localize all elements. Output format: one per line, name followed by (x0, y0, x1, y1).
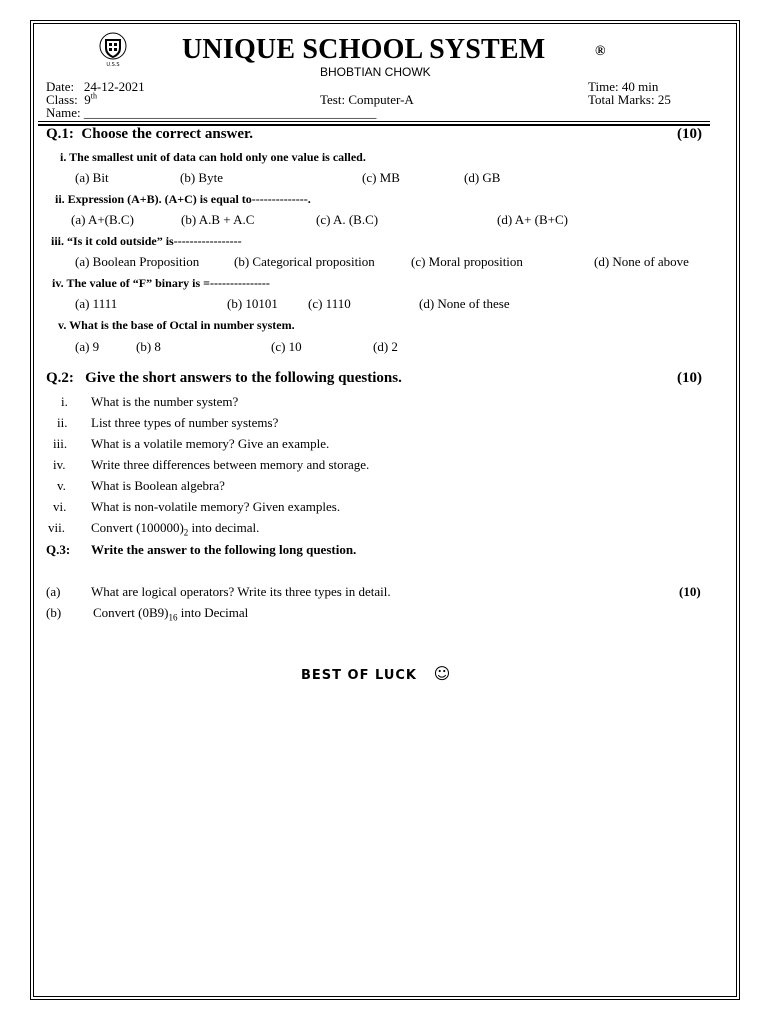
q1-item-2-num: ii. (55, 192, 65, 206)
time-label: Time: (588, 79, 619, 94)
q2-item-5-text: What is Boolean algebra? (91, 478, 225, 493)
q1-item-2-option-a: (a) A+(B.C) (71, 212, 134, 227)
q2-number: Q.2: (46, 370, 74, 386)
q2-item-7-text-post: into decimal. (188, 520, 260, 535)
q1-item-1-question: The smallest unit of data can hold only one value is called. (69, 150, 366, 164)
best-of-luck (301, 664, 451, 683)
q1-item-3-option-b: (b) Categorical proposition (234, 254, 375, 269)
q1-item-4-option-b: (b) 10101 (227, 296, 278, 311)
q2-item-2-num: ii. (57, 415, 68, 430)
q3-item-b-num: (b) (46, 605, 62, 620)
marks-label: Total Marks: (588, 92, 655, 107)
q1-number: Q.1: (46, 126, 74, 142)
q1-item-5-option-a: (a) 9 (75, 339, 100, 354)
q1-item-3-num: iii. (51, 234, 65, 248)
registered-mark: ® (595, 44, 606, 59)
q1-item-2 (55, 192, 311, 207)
q1-item-1 (60, 150, 366, 165)
q2-item-3-num: iii. (53, 436, 68, 451)
q2-item-2-text: List three types of number systems? (91, 415, 279, 430)
q1-item-2-option-b: (b) A.B + A.C (181, 212, 255, 227)
q1-item-1-option-c: (c) MB (362, 170, 400, 185)
time-value: 40 min (621, 79, 659, 94)
q1-item-4-question: The value of “F” binary is =--------------- (66, 276, 270, 290)
q3-item-b-text (93, 605, 248, 621)
q3-item-b-text-pre: Convert (0B9) (93, 605, 169, 620)
smiley-icon: ☺ (433, 664, 452, 683)
class-suffix: th (90, 91, 98, 101)
q1-item-4 (52, 276, 270, 291)
q1-item-5 (58, 318, 295, 333)
q2-item-4-text: Write three differences between memory and storage. (91, 457, 370, 472)
q3-item-a-num: (a) (46, 584, 61, 599)
class-label: Class: (46, 92, 78, 107)
logo-text: U.S.S (106, 62, 120, 68)
date-label: Date: (46, 79, 75, 94)
q1-item-5-option-c: (c) 10 (271, 339, 302, 354)
q3-title: Write the answer to the following long question. (91, 542, 357, 557)
school-crest-logo (90, 30, 136, 68)
q1-item-4-option-c: (c) 1110 (308, 296, 351, 311)
best-of-luck-text: BEST OF LUCK (301, 668, 417, 683)
q3-item-b-subscript: 16 (168, 612, 178, 623)
marks-value: 25 (657, 92, 671, 107)
q1-item-5-num: v. (58, 318, 67, 332)
q2-item-7-text-pre: Convert (100000) (91, 520, 184, 535)
header-rule-thin (38, 121, 710, 122)
q2-heading (46, 370, 402, 387)
q2-title: Give the short answers to the following questions. (85, 370, 402, 386)
q3-number: Q.3: (46, 542, 71, 557)
school-name: UNIQUE SCHOOL SYSTEM (182, 34, 546, 65)
test-line (320, 93, 414, 106)
q1-item-3-option-c: (c) Moral proposition (411, 254, 523, 269)
q1-item-4-num: iv. (52, 276, 64, 290)
q2-marks: (10) (677, 370, 702, 386)
q1-item-3-option-a: (a) Boolean Proposition (75, 254, 200, 269)
q1-item-4-option-a: (a) 1111 (75, 296, 118, 311)
q2-item-4-num: iv. (53, 457, 66, 472)
q2-item-3-text: What is a volatile memory? Give an example. (91, 436, 330, 451)
date-value: 24-12-2021 (83, 79, 145, 94)
q1-item-5-question: What is the base of Octal in number system. (69, 318, 295, 332)
q2-item-7-subscript: 2 (183, 527, 189, 538)
q2-item-1-text: What is the number system? (91, 394, 239, 409)
q1-heading (46, 126, 253, 143)
q1-marks: (10) (677, 126, 702, 142)
q1-item-4-option-d: (d) None of these (419, 296, 510, 311)
q2-item-7-num: vii. (48, 520, 65, 535)
q1-item-1-num: i. (60, 150, 67, 164)
q1-item-1-option-d: (d) GB (464, 170, 501, 185)
q2-item-6-text: What is non-volatile memory? Given examples. (91, 499, 341, 514)
name-line (46, 106, 376, 119)
q1-item-1-option-b: (b) Byte (180, 170, 223, 185)
q1-item-3-option-d: (d) None of above (594, 254, 689, 269)
test-value: Computer-A (348, 92, 414, 107)
q1-item-1-option-a: (a) Bit (75, 170, 109, 185)
q1-item-5-option-d: (d) 2 (373, 339, 398, 354)
q1-item-2-option-c: (c) A. (B.C) (316, 212, 379, 227)
q1-item-5-option-b: (b) 8 (136, 339, 161, 354)
name-label: Name: (46, 105, 81, 120)
q1-item-3 (51, 234, 242, 249)
q1-title: Choose the correct answer. (81, 126, 254, 142)
q2-item-1-num: i. (61, 394, 68, 409)
q1-item-3-question: “Is it cold outside” is----------------- (67, 234, 242, 248)
school-location: BHOBTIAN CHOWK (320, 65, 431, 79)
q2-item-6-num: vi. (53, 499, 67, 514)
q3-item-a-text: What are logical operators? Write its three types in detail. (91, 584, 391, 599)
marks-line (588, 93, 671, 106)
q2-item-5-num: v. (57, 478, 66, 493)
class-value: 9 (84, 92, 91, 107)
test-label: Test: (320, 92, 346, 107)
name-blank: _____________________________________________ (83, 105, 377, 120)
q1-item-2-option-d: (d) A+ (B+C) (497, 212, 568, 227)
q1-item-2-question: Expression (A+B). (A+C) is equal to--------------. (67, 192, 311, 206)
q3-item-a-marks: (10) (679, 584, 701, 599)
q2-item-7-text (91, 520, 259, 536)
q3-item-b-text-post: into Decimal (177, 605, 249, 620)
